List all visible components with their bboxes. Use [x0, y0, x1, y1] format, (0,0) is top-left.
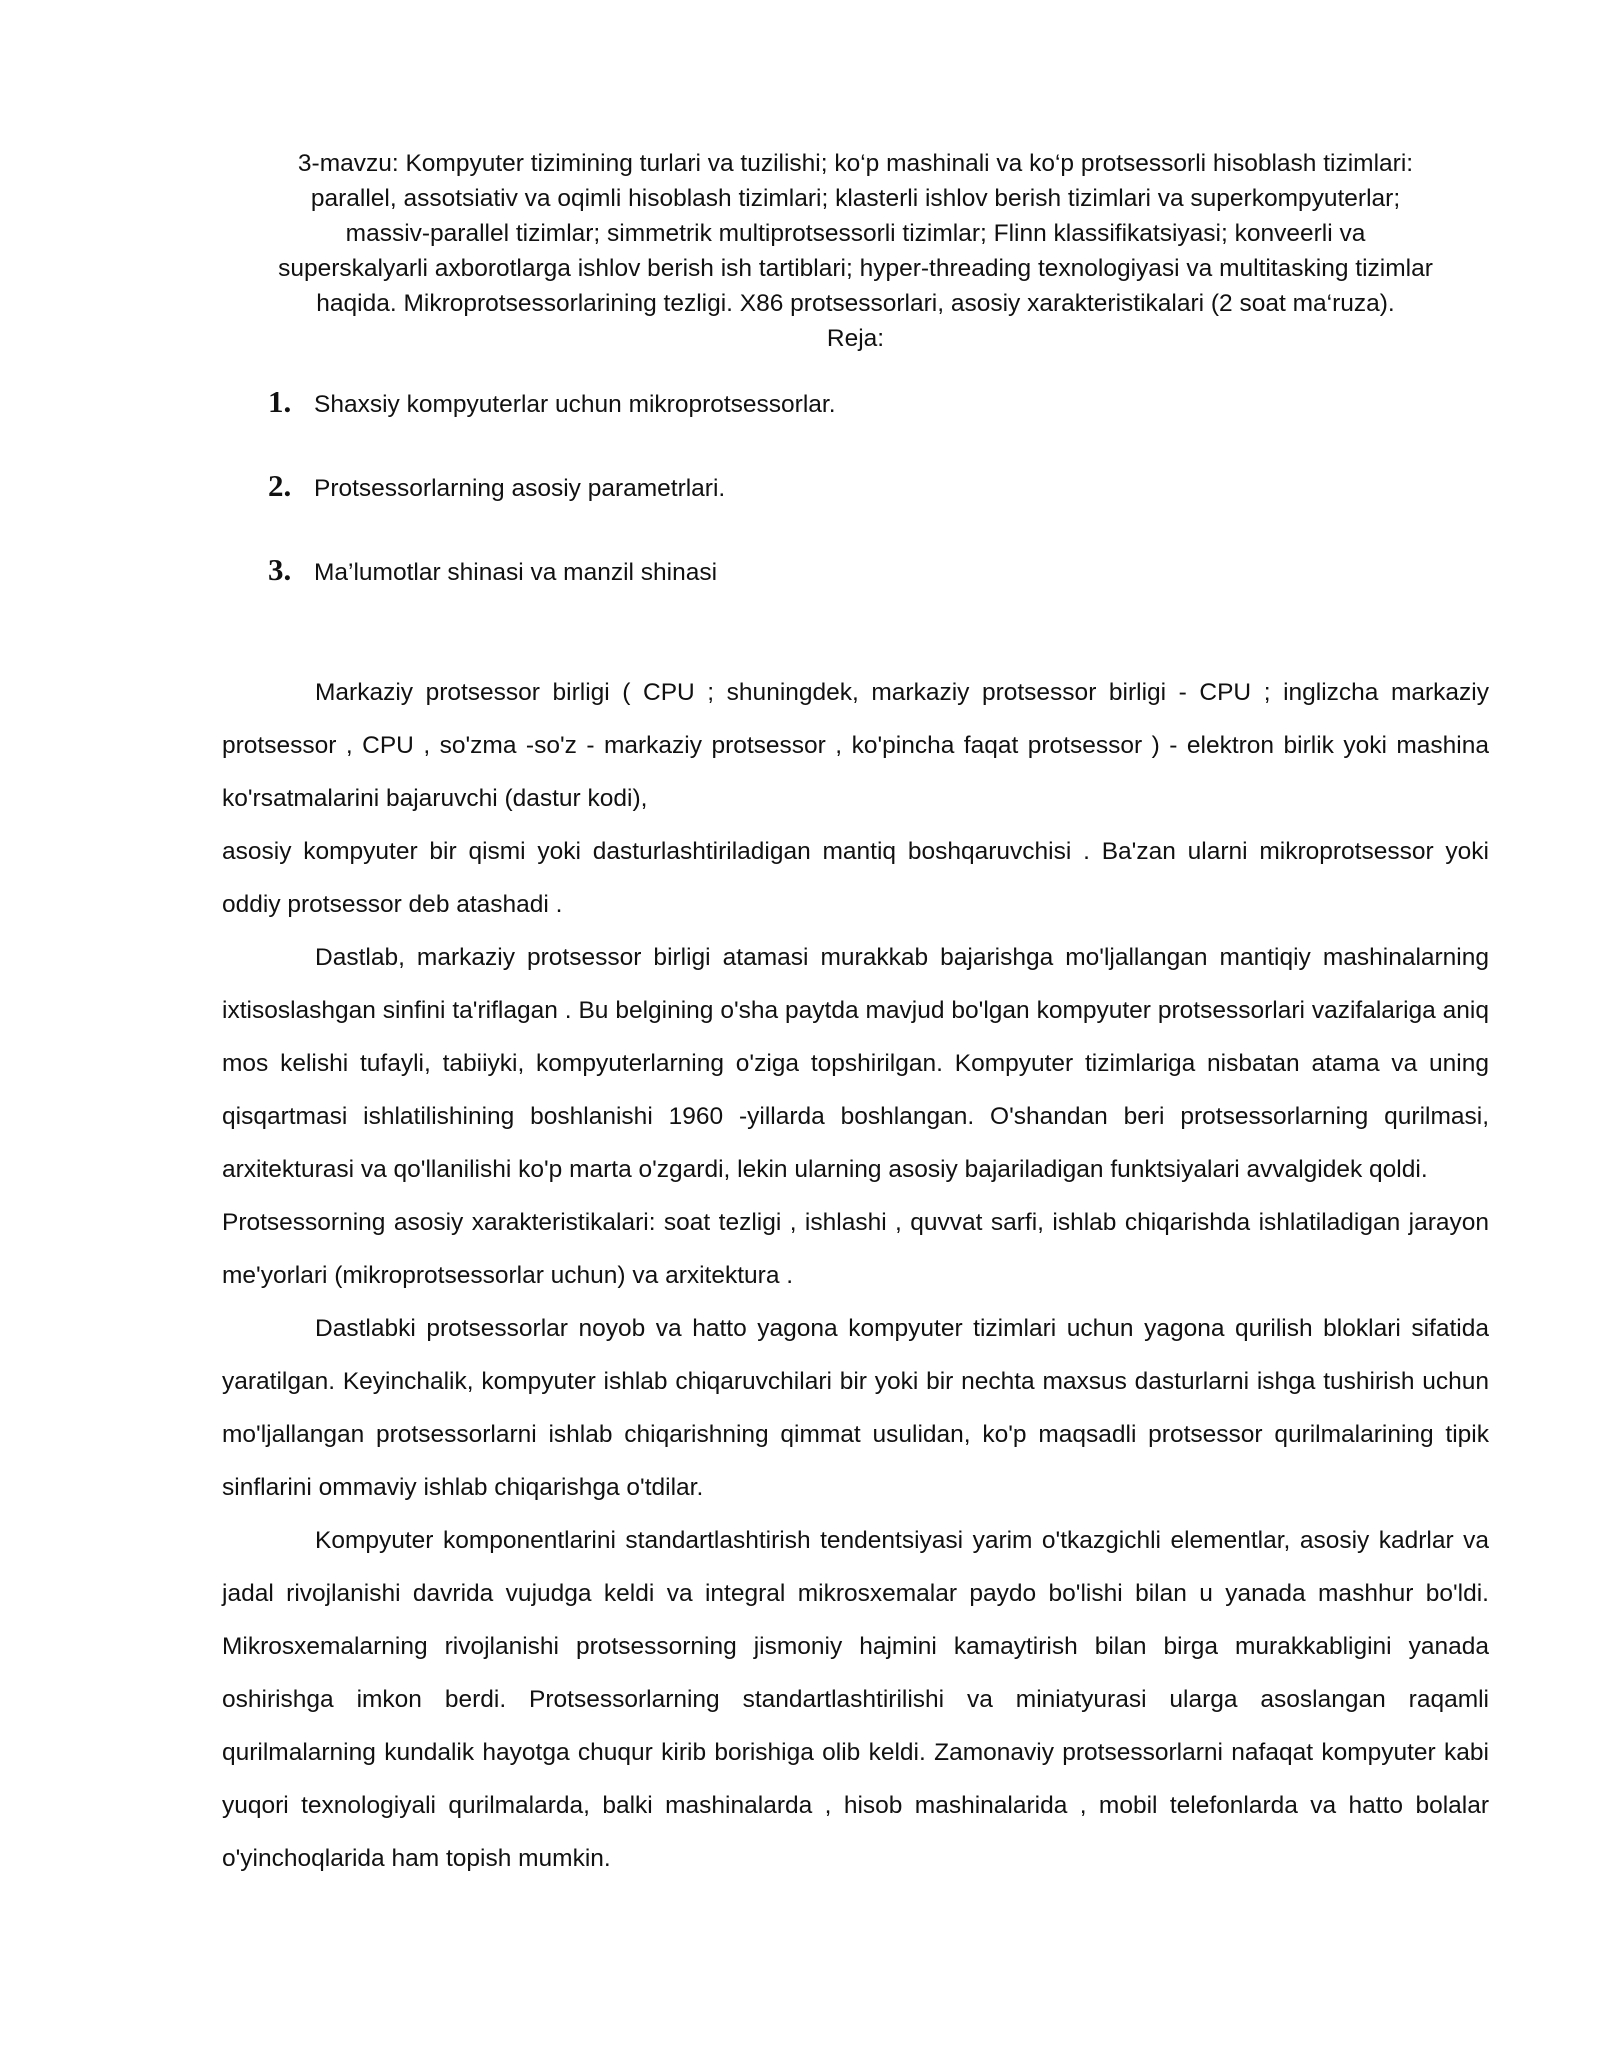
- plan-title: Reja:: [826, 325, 885, 352]
- paragraph-standardization: Kompyuter komponentlarini standartlashtirish tendentsiyasi yarim o'tkazgichli elementlar, asosiy kadrlar va jadal rivojlanishi davrida vujudga keldi va integral mikrosxemalar paydo bo'lishi bilan u yanada mashhur bo'ldi. Mikrosxemalarning rivojlanishi protsessorning jismoniy hajmini kamaytirish bilan birga murakkabligini yanada oshirishga imkon berdi. Protsessorlarning standartlashtirilishi va miniatyurasi ularga asoslangan raqamli qurilmalarning kundalik hayotga chuqur kirib borishiga olib keldi. Zamonaviy protsessorlarni nafaqat kompyuter kabi yuqori texnologiyali qurilmalarda, balki mashinalarda , hisob mashinalarida , mobil telefonlarda va hatto bolalar o'yinchoqlarida ham topish mumkin.: [222, 1527, 1489, 1872]
- body-text: [222, 666, 1489, 1885]
- paragraph-cpu-definition: Markaziy protsessor birligi ( CPU ; shuningdek, markaziy protsessor birligi - CPU ; inglizcha markaziy protsessor , CPU , so'zma -so'z - markaziy protsessor , ko'pincha faqat protsessor ) - elektron birlik yoki mashina ko'rsatmalarini bajaruvchi (dastur kodi),: [222, 679, 1489, 812]
- heading-line: massiv-parallel tizimlar; simmetrik multiprotsessorli tizimlar; Flinn klassifikatsiyasi; konveerli va: [345, 220, 1366, 247]
- heading-line: 3-mavzu: Kompyuter tizimining turlari va tuzilishi; ko‘p mashinali va ko‘p protsessorli hisoblash tizimlari:: [297, 150, 1414, 177]
- plan-item-number: 2.: [268, 468, 292, 503]
- paragraph-history: Dastlab, markaziy protsessor birligi atamasi murakkab bajarishga mo'ljallangan mantiqiy mashinalarning ixtisoslashgan sinfini ta'riflagan . Bu belgining o'sha paytda mavjud bo'lgan kompyuter protsessorlari vazifalariga aniq mos kelishi tufayli, tabiiyki, kompyuterlarning o'ziga topshirilgan. Kompyuter tizimlariga nisbatan atama va uning qisqartmasi ishlatilishining boshlanishi 1960 -yillarda boshlangan. O'shandan beri protsessorlarning qurilmasi, arxitekturasi va qo'llanilishi ko'p marta o'zgardi, lekin ularning asosiy bajariladigan funktsiyalari avvalgidek qoldi.: [222, 944, 1489, 1183]
- plan-item: [268, 384, 1489, 468]
- paragraph-characteristics: Protsessorning asosiy xarakteristikalari: soat tezligi , ishlashi , quvvat sarfi, ishlab chiqarishda ishlatiladigan jarayon me'yorlari (mikroprotsessorlar uchun) va arxitektura .: [222, 1209, 1489, 1289]
- topic-heading: [228, 146, 1483, 321]
- heading-line: haqida. Mikroprotsessorlarining tezligi. X86 protsessorlari, asosiy xarakteristikalari (2 soat ma‘ruza).: [316, 290, 1395, 317]
- document-content: [222, 146, 1489, 1885]
- plan-list: [222, 384, 1489, 636]
- heading-line: parallel, assotsiativ va oqimli hisoblash tizimlari; klasterli ishlov berish tizimlari va superkompyuterlar;: [310, 185, 1401, 212]
- paragraph-early-processors: Dastlabki protsessorlar noyob va hatto yagona kompyuter tizimlari uchun yagona qurilish bloklari sifatida yaratilgan. Keyinchalik, kompyuter ishlab chiqaruvchilari bir yoki bir nechta maxsus dasturlarni ishga tushirish uchun mo'ljallangan protsessorlarni ishlab chiqarishning qimmat usulidan, ko'p maqsadli protsessor qurilmalarining tipik sinflarini ommaviy ishlab chiqarishga o'tdilar.: [222, 1315, 1489, 1501]
- plan-item: [268, 468, 1489, 552]
- plan-item: [268, 552, 1489, 636]
- plan-item-number: 3.: [268, 552, 292, 587]
- plan-item-text: Shaxsiy kompyuterlar uchun mikroprotsessorlar.: [314, 391, 836, 418]
- heading-line: superskalyarli axborotlarga ishlov berish ish tartiblari; hyper-threading texnologiyasi va multitasking tizimlar: [278, 255, 1433, 282]
- paragraph-cpu-definition-continued: asosiy kompyuter bir qismi yoki dasturlashtiriladigan mantiq boshqaruvchisi . Ba'zan ularni mikroprotsessor yoki oddiy protsessor deb atashadi .: [222, 838, 1489, 918]
- plan-item-number: 1.: [268, 384, 292, 419]
- plan-item-text: Ma’lumotlar shinasi va manzil shinasi: [314, 559, 718, 586]
- plan-item-text: Protsessorlarning asosiy parametrlari.: [314, 475, 726, 502]
